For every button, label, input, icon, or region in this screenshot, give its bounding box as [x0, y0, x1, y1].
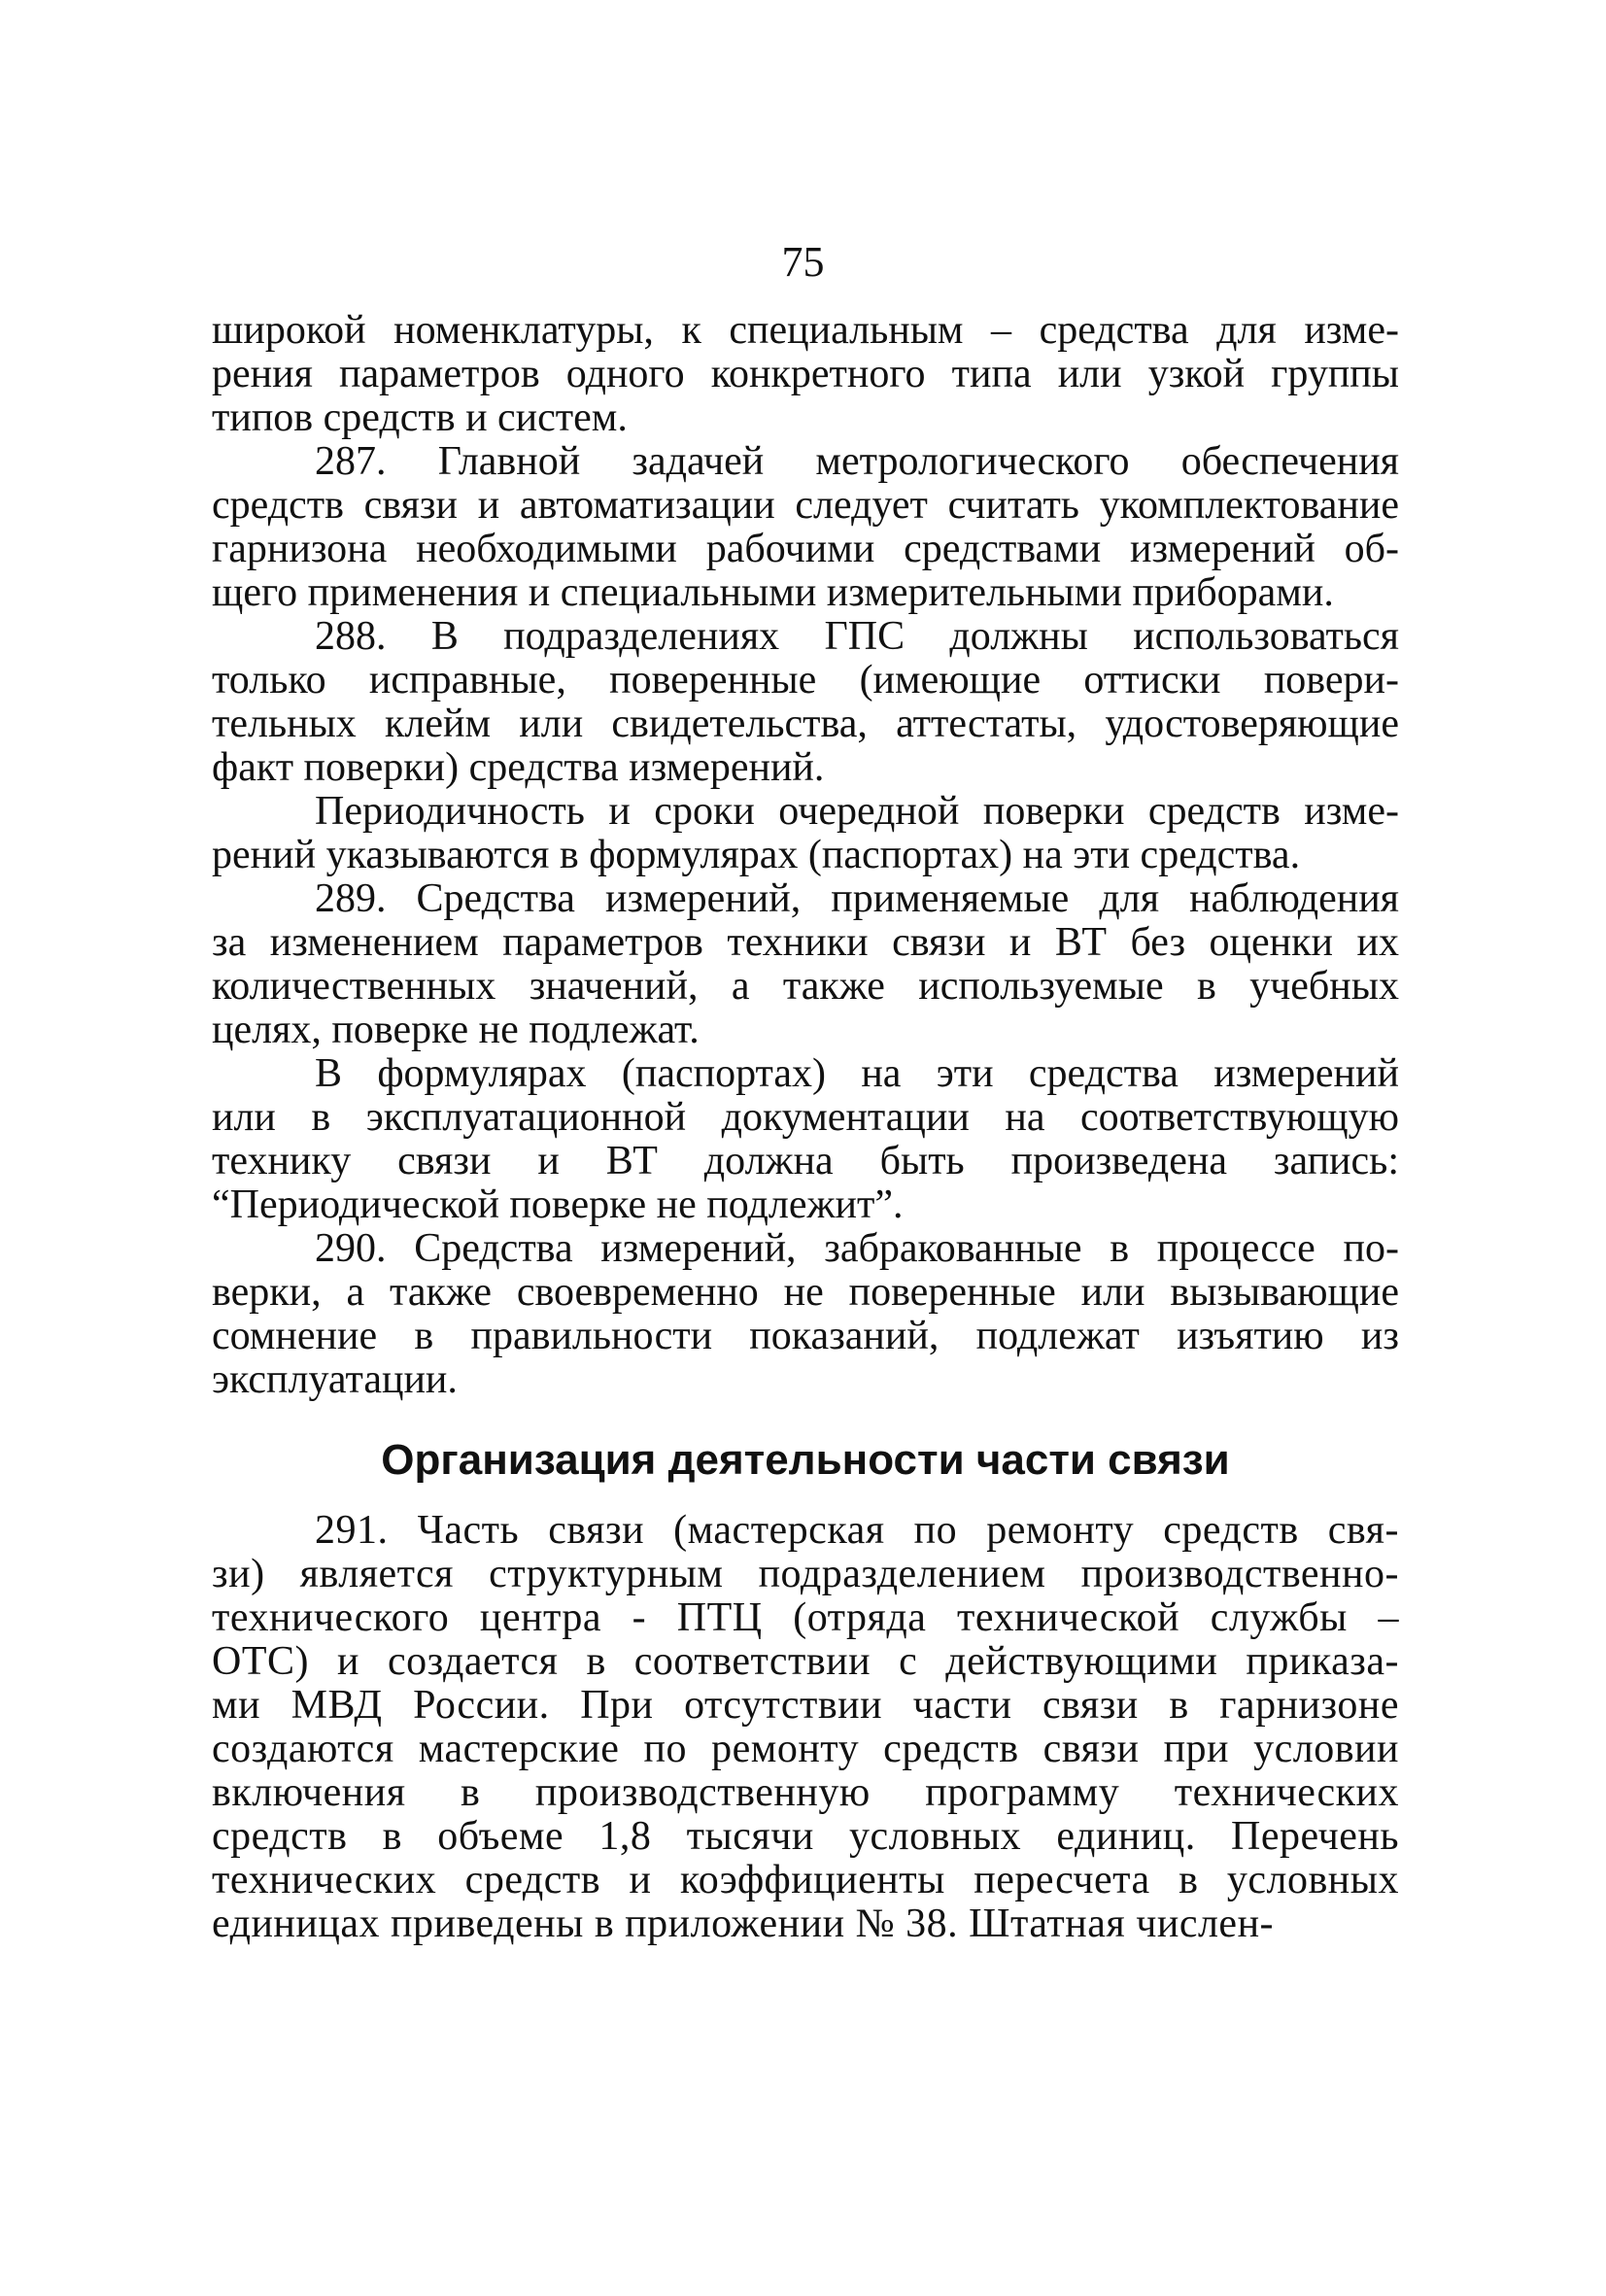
text-line: В формулярах (паспортах) на эти средства измерений	[315, 1051, 1399, 1096]
text-line: тельных клейм или свидетельства, аттестаты, удостоверяющие	[212, 702, 1399, 746]
text-line: ми МВД России. При отсутствии части связи в гарнизоне	[212, 1683, 1399, 1728]
text-line: 288. В подразделениях ГПС должны использоваться	[315, 614, 1399, 659]
text-line: технику связи и ВТ должна быть произведена запись:	[212, 1139, 1399, 1183]
paragraph-p-form	[212, 1052, 1399, 1227]
text-line: целях, поверке не подлежат.	[212, 1008, 700, 1052]
text-line: широкой номенклатуры, к специальным – средства для изме-	[212, 308, 1399, 353]
paragraph-p-290	[212, 1227, 1399, 1402]
text-line: рений указываются в формулярах (паспортах) на эти средства.	[212, 833, 1301, 877]
section-heading: Организация деятельности части связи	[381, 1436, 1230, 1484]
text-line: верки, а также своевременно не поверенные или вызывающие	[212, 1270, 1399, 1315]
text-line: включения в производственную программу технических	[212, 1770, 1399, 1815]
body-text	[212, 309, 1399, 1946]
text-line: 291. Часть связи (мастерская по ремонту средств свя-	[315, 1508, 1399, 1553]
paragraph-p-291	[212, 1509, 1399, 1946]
text-line: рения параметров одного конкретного типа или узкой группы	[212, 352, 1399, 396]
text-line: количественных значений, а также используемые в учебных	[212, 964, 1399, 1009]
page-number: 75	[781, 238, 825, 286]
text-line: гарнизона необходимыми рабочими средствами измерений об-	[212, 527, 1399, 571]
text-line: эксплуатации.	[212, 1357, 458, 1402]
text-line: сомнение в правильности показаний, подлежат изъятию из	[212, 1314, 1399, 1358]
text-line: за изменением параметров техники связи и ВТ без оценки их	[212, 920, 1399, 965]
text-line: технического центра - ПТЦ (отряда технической службы –	[212, 1595, 1399, 1640]
text-line: щего применения и специальными измерительными приборами.	[212, 570, 1334, 615]
text-line: средств в объеме 1,8 тысячи условных единиц. Перечень	[212, 1814, 1399, 1859]
text-line: зи) является структурным подразделением производственно-	[212, 1552, 1399, 1596]
paragraph-p-period	[212, 790, 1399, 877]
text-line: создаются мастерские по ремонту средств связи при условии	[212, 1727, 1399, 1771]
text-line: 287. Главной задачей метрологического обеспечения	[315, 439, 1399, 484]
paragraph-p-289	[212, 877, 1399, 1052]
paragraphs-top	[212, 309, 1399, 1402]
text-line: 289. Средства измерений, применяемые для наблюдения	[315, 876, 1399, 921]
text-line: “Периодической поверке не подлежит”.	[212, 1182, 904, 1227]
paragraph-p-cont	[212, 309, 1399, 440]
paragraph-p-288	[212, 615, 1399, 790]
text-line: единицах приведены в приложении № 38. Штатная числен-	[212, 1902, 1275, 1946]
text-line: факт поверки) средства измерений.	[212, 745, 825, 790]
text-line: 290. Средства измерений, забракованные в процессе по-	[315, 1226, 1399, 1271]
text-line: типов средств и систем.	[212, 395, 628, 440]
text-line: средств связи и автоматизации следует считать укомплектование	[212, 483, 1399, 528]
text-line: ОТС) и создается в соответствии с действующими приказа-	[212, 1639, 1399, 1684]
paragraphs-bottom	[212, 1509, 1399, 1946]
paragraph-p-287	[212, 440, 1399, 615]
text-line: Периодичность и сроки очередной поверки средств изме-	[315, 789, 1399, 834]
text-line: или в эксплуатационной документации на соответствующую	[212, 1095, 1399, 1140]
text-line: только исправные, поверенные (имеющие оттиски повери-	[212, 658, 1399, 703]
text-line: технических средств и коэффициенты пересчета в условных	[212, 1858, 1399, 1902]
